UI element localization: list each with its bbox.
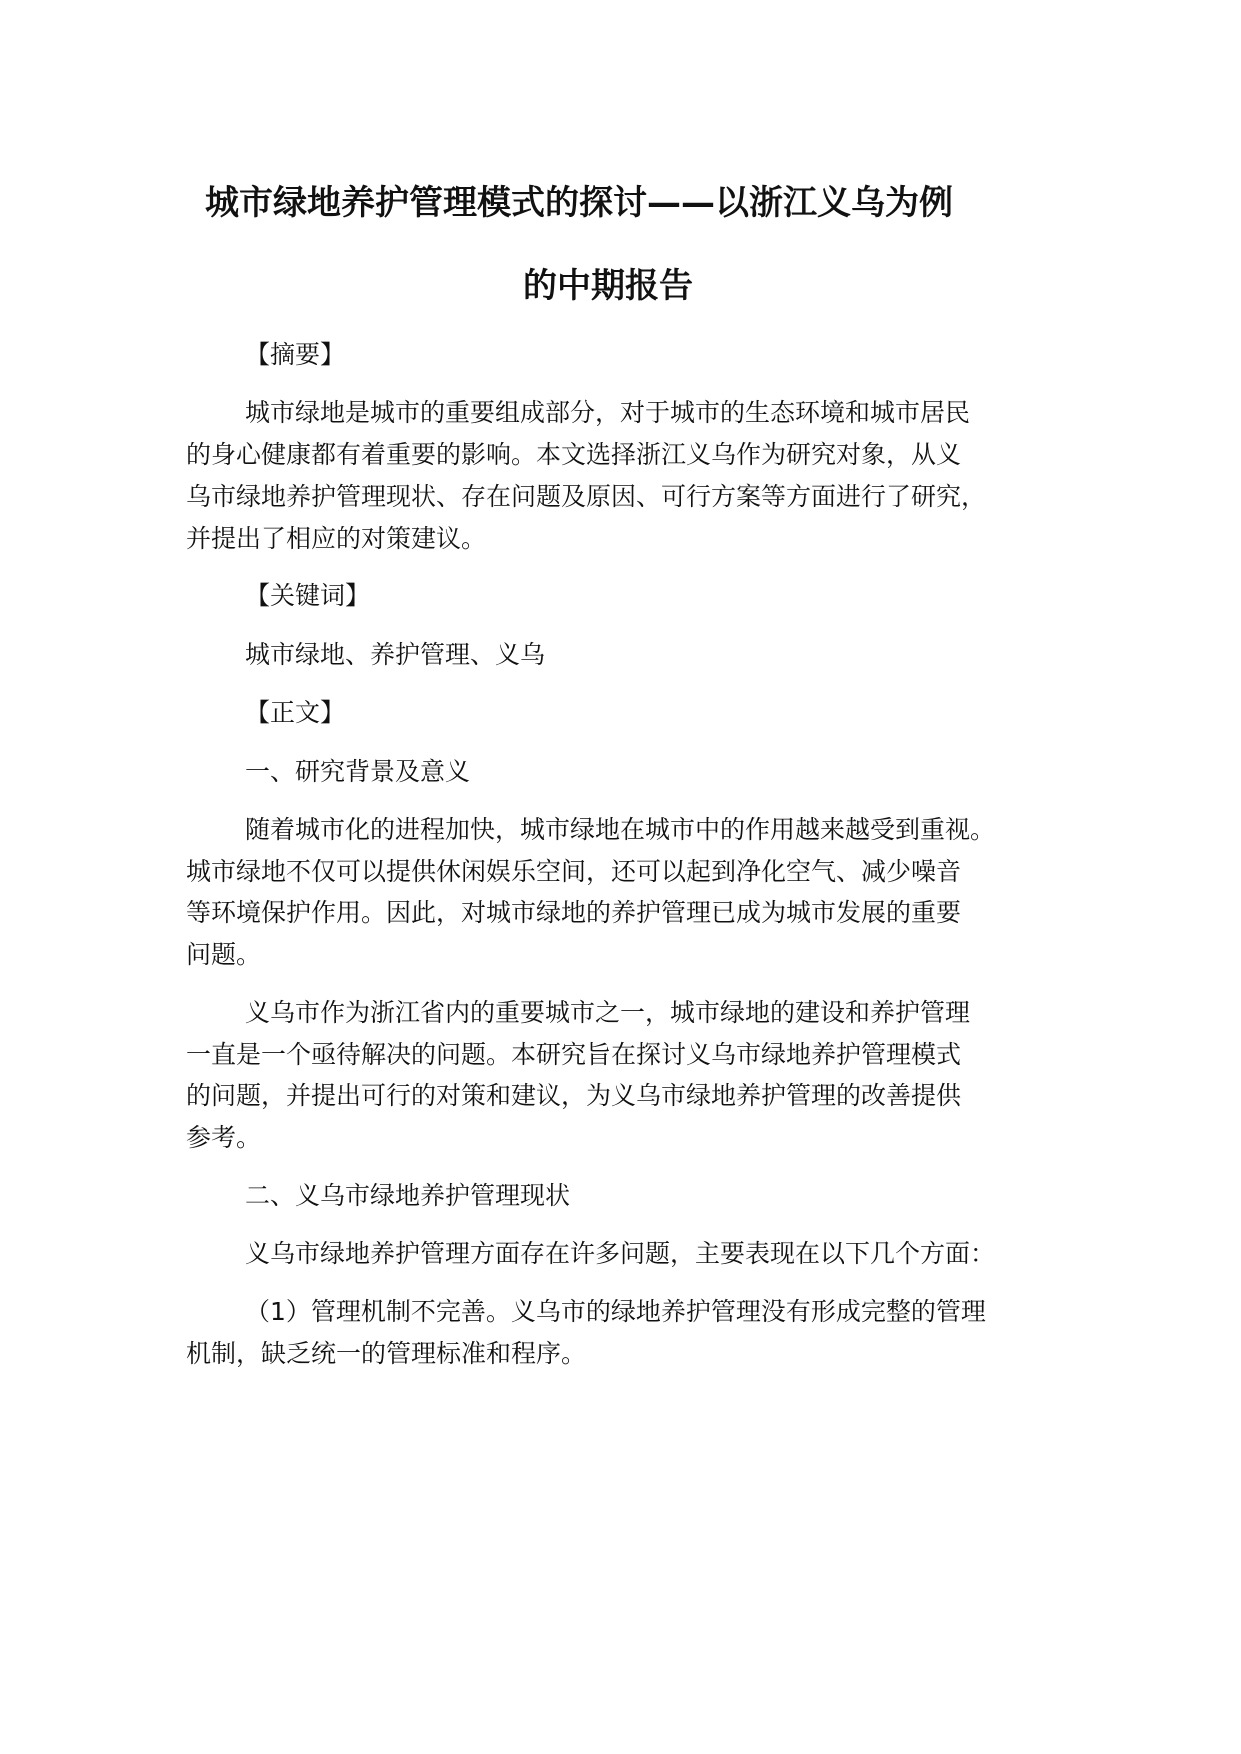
section-1-paragraph-1-line: 城市绿地不仅可以提供休闲娱乐空间，还可以起到净化空气、减少噪音 (186, 857, 962, 886)
abstract-line: 乌市绿地养护管理现状、存在问题及原因、可行方案等方面进行了研究， (186, 482, 987, 511)
document-title-line-1: 城市绿地养护管理模式的探讨——以浙江义乌为例 (205, 183, 953, 223)
document-title-line-2: 的中期报告 (523, 266, 693, 306)
abstract-line: 城市绿地是城市的重要组成部分，对于城市的生态环境和城市居民 (245, 398, 971, 427)
abstract-heading: 【摘要】 (245, 340, 346, 369)
section-1-paragraph-2-line: 的问题，并提出可行的对策和建议，为义乌市绿地养护管理的改善提供 (186, 1081, 962, 1110)
section-1-paragraph-2-line: 一直是一个亟待解决的问题。本研究旨在探讨义乌市绿地养护管理模式 (186, 1040, 962, 1069)
keywords-text: 城市绿地、养护管理、义乌 (245, 640, 546, 669)
body-heading: 【正文】 (245, 698, 346, 727)
abstract-line: 并提出了相应的对策建议。 (186, 524, 487, 553)
section-1-paragraph-1-line: 随着城市化的进程加快，城市绿地在城市中的作用越来越受到重视。 (245, 815, 996, 844)
section-1-paragraph-2-line: 义乌市作为浙江省内的重要城市之一，城市绿地的建设和养护管理 (245, 998, 971, 1027)
section-2-heading: 二、义乌市绿地养护管理现状 (245, 1181, 571, 1210)
section-1-paragraph-1-line: 等环境保护作用。因此，对城市绿地的养护管理已成为城市发展的重要 (186, 898, 962, 927)
section-2-item-1-line: 机制，缺乏统一的管理标准和程序。 (186, 1339, 587, 1368)
keywords-heading: 【关键词】 (245, 581, 371, 610)
section-1-paragraph-2-line: 参考。 (186, 1123, 262, 1152)
section-2-intro: 义乌市绿地养护管理方面存在许多问题，主要表现在以下几个方面： (245, 1239, 996, 1268)
section-1-paragraph-1-line: 问题。 (186, 940, 262, 969)
section-2-item-1-line: （1）管理机制不完善。义乌市的绿地养护管理没有形成完整的管理 (245, 1297, 986, 1326)
section-1-heading: 一、研究背景及意义 (245, 757, 471, 786)
abstract-line: 的身心健康都有着重要的影响。本文选择浙江义乌作为研究对象，从义 (186, 440, 962, 469)
